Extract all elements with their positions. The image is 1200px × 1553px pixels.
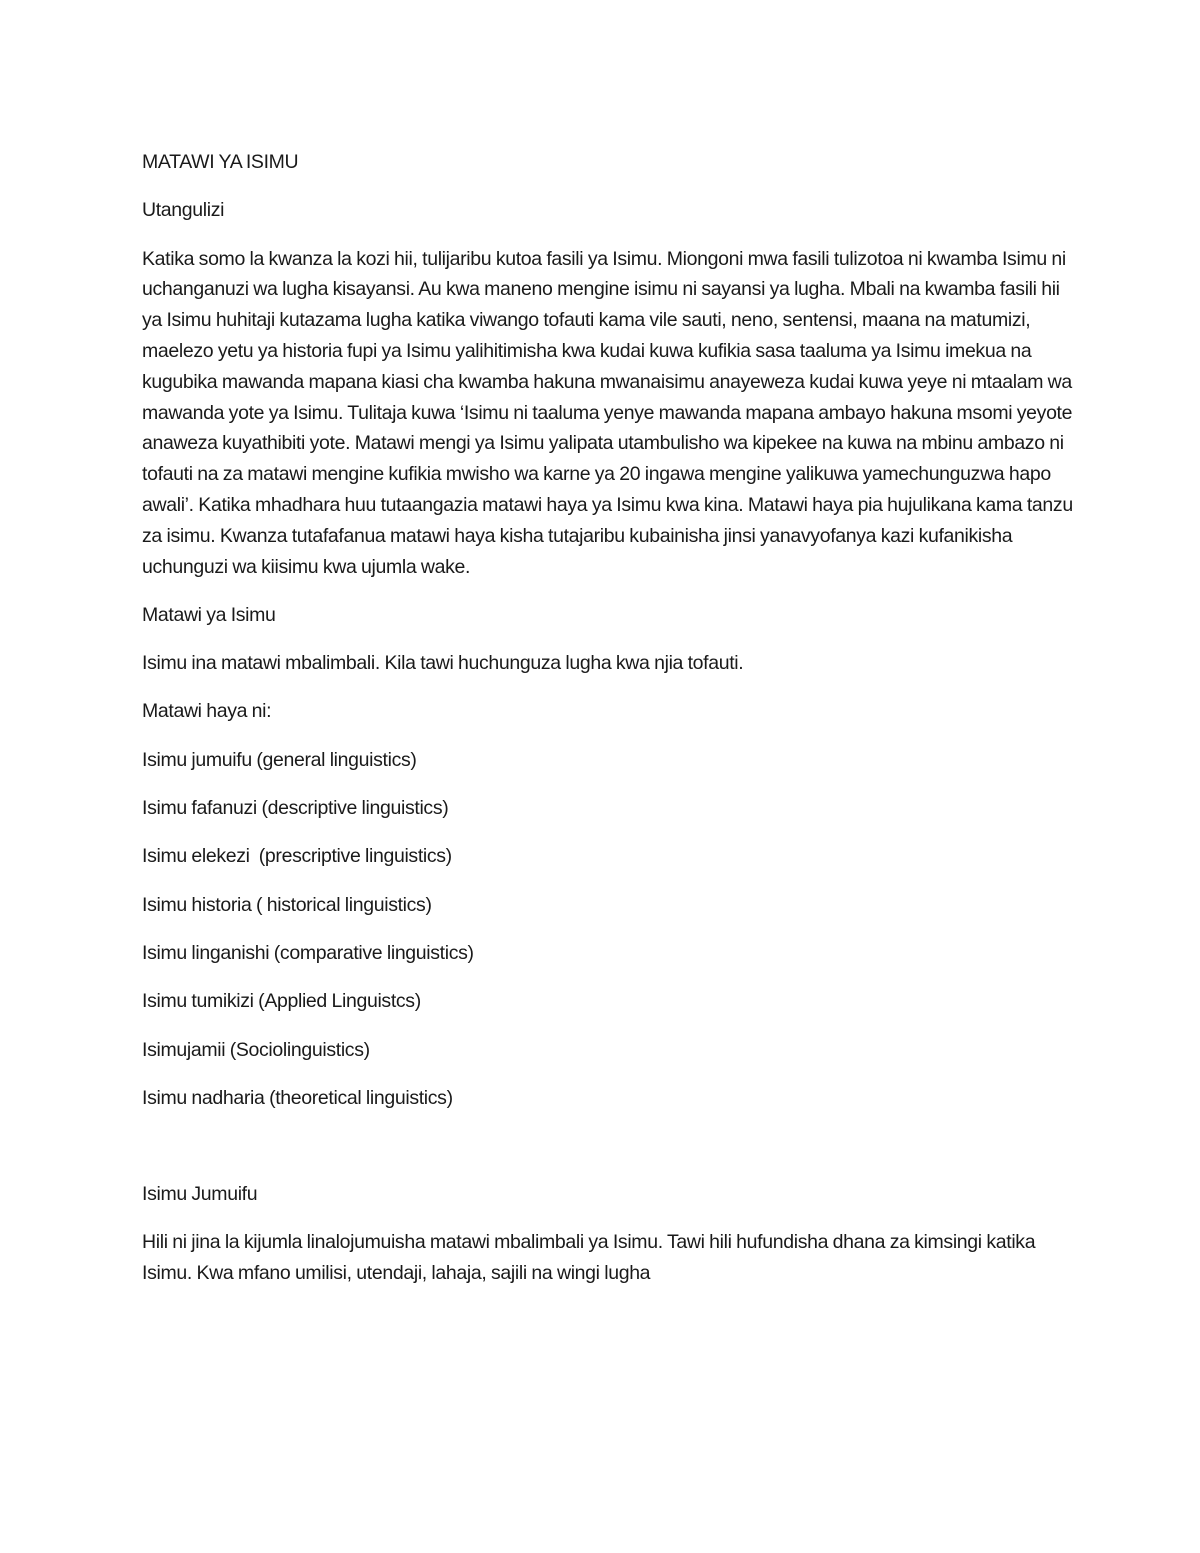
- section-intro-paragraph: Isimu ina matawi mbalimbali. Kila tawi huchunguza lugha kwa njia tofauti.: [142, 652, 744, 675]
- intro-heading: Utangulizi: [142, 199, 225, 222]
- branch-item-fafanuzi: Isimu fafanuzi (descriptive linguistics): [142, 797, 449, 820]
- document-title: MATAWI YA ISIMU: [142, 151, 299, 173]
- branch-item-linganishi: Isimu linganishi (comparative linguistics): [142, 941, 474, 964]
- branch-item-jumuifu: Isimu jumuifu (general linguistics): [142, 748, 417, 771]
- branch-item-historia: Isimu historia ( historical linguistics): [142, 893, 432, 916]
- subsection-paragraph: Hili ni jina la kijumla linalojumuisha matawi mbalimbali ya Isimu. Tawi hili hufundisha dhana za kimsingi katika Isimu. Kwa mfano umilisi, utendaji, lahaja, sajili na wingi lugha: [142, 1231, 1040, 1285]
- subsection-heading: Isimu Jumuifu: [142, 1183, 258, 1206]
- branch-list-lead: Matawi haya ni:: [142, 700, 272, 723]
- section-heading: Matawi ya Isimu: [142, 603, 276, 626]
- blank-line-spacer: [142, 1131, 1074, 1179]
- branch-item-nadharia: Isimu nadharia (theoretical linguistics): [142, 1086, 453, 1109]
- branch-item-isimujamii: Isimujamii (Sociolinguistics): [142, 1038, 370, 1061]
- branch-item-elekezi: Isimu elekezi (prescriptive linguistics): [142, 845, 452, 868]
- intro-paragraph: Katika somo la kwanza la kozi hii, tulijaribu kutoa fasili ya Isimu. Miongoni mwa fasili tulizotoa ni kwamba Isimu ni uchanganuzi wa lugha kisayansi. Au kwa maneno mengine isimu ni sayansi ya lugha. Mbali na kwamba fasili hii ya Isimu huhitaji kutazama lugha katika viwango tofauti kama vile sauti, neno, sentensi, maana na matumizi, maelezo yetu ya historia fupi ya Isimu yalihitimisha kwa kudai kuwa kufikia sasa taaluma ya Isimu imekua na kugubika mawanda mapana kiasi cha kwamba hakuna mwanaisimu anayeweza kudai kuwa yeye ni mtaalam wa mawanda yote ya Isimu. Tulitaja kuwa ‘Isimu ni taaluma yenye mawanda mapana ambayo hakuna msomi yeyote anaweza kuyathibiti yote. Matawi mengi ya Isimu yalipata utambulisho wa kipekee na kuwa na mbinu ambazo ni tofauti na za matawi mengine kufikia mwisho wa karne ya 20 ingawa mengine yalikuwa yamechunguzwa hapo awali’. Katika mhadhara huu tutaangazia matawi haya ya Isimu kwa kina. Matawi haya pia hujulikana kama tanzu za isimu. Kwanza tutafafanua matawi haya kisha tutajaribu kubainisha jinsi yanavyofanya kazi kufanikisha uchunguzi wa kiisimu kwa ujumla wake.: [142, 247, 1078, 578]
- branch-item-tumikizi: Isimu tumikizi (Applied Linguistcs): [142, 990, 421, 1013]
